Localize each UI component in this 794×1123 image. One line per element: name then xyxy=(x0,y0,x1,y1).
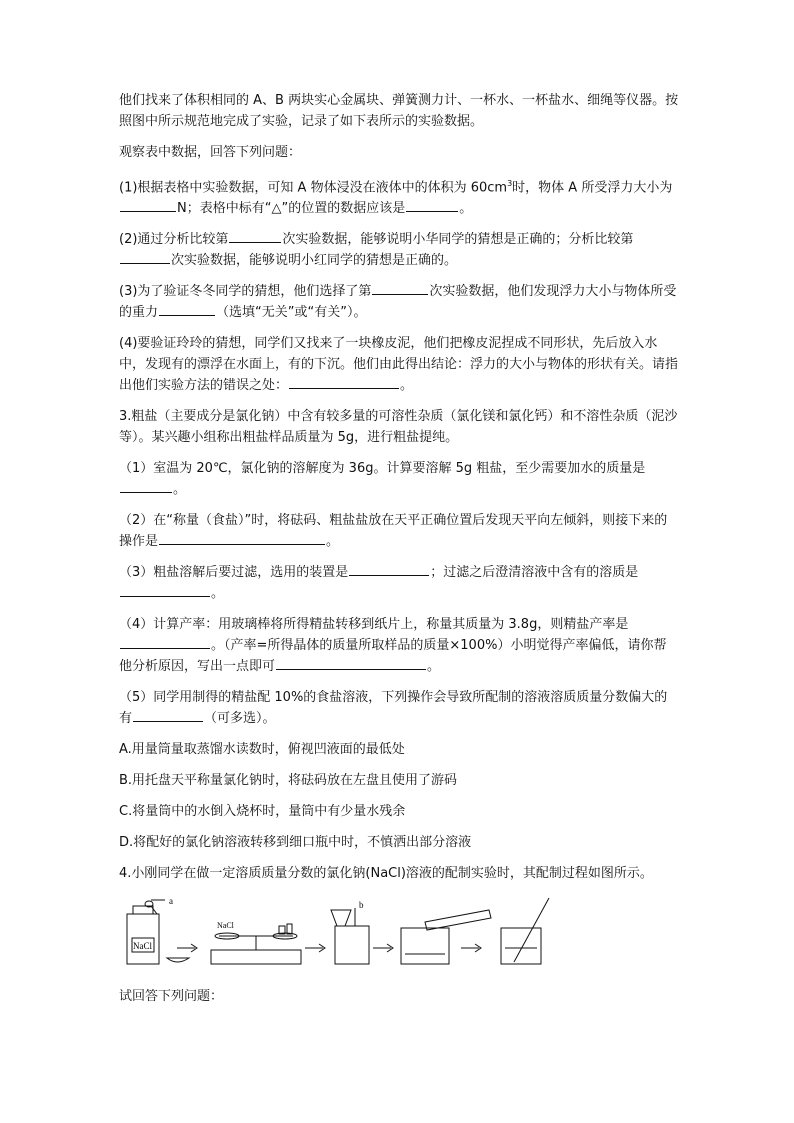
answer-blank[interactable] xyxy=(289,376,399,389)
document-page xyxy=(119,90,679,1007)
stirring-rod xyxy=(514,898,549,962)
answer-blank[interactable] xyxy=(120,251,170,264)
option-c: C.将量筒中的水倒入烧杯时，量筒中有少量水残余 xyxy=(119,804,406,820)
answer-blank[interactable] xyxy=(229,230,281,243)
option-d: D.将配好的氯化钠溶液转移到细口瓶中时，不慎洒出部分溶液 xyxy=(119,835,472,851)
question-3-part-1: （1）室温为 20℃，氯化钠的溶解度为 36g。计算要溶解 5g 粗盐，至少需要加水的质量是。 xyxy=(119,461,646,498)
answer-blank[interactable] xyxy=(120,636,210,649)
answer-blank[interactable] xyxy=(133,709,203,722)
answer-blank[interactable] xyxy=(159,303,215,316)
answer-blank[interactable] xyxy=(120,199,176,212)
question-3-part-5: （5）同学用制得的精盐配 10%的食盐溶液，下列操作会导致所配制的溶液溶质质量分数偏大的有 （可多选）。 xyxy=(119,690,668,727)
question-2-part-2: (2)通过分析比较第 次实验数据，能够说明小华同学的猜想是正确的；分析比较第次实验数据，能够说明小红同学的猜想是正确的。 xyxy=(119,232,634,269)
question-3-part-3: （3）粗盐溶解后要过滤，选用的装置是 ；过滤之后澄清溶液中含有的溶质是。 xyxy=(119,565,639,602)
observe-prompt: 观察表中数据，回答下列问题： xyxy=(119,145,302,160)
question-4-stem: 4.小刚同学在做一定溶质质量分数的氯化钠(NaCl)溶液的配制实验时，其配制过程如图所示。 xyxy=(119,866,653,882)
answer-blank[interactable] xyxy=(159,532,325,545)
figure-label-nacl-balance: NaCl xyxy=(217,921,234,931)
answer-blank[interactable] xyxy=(120,584,210,597)
answer-blank[interactable] xyxy=(372,282,428,295)
beaker-2 xyxy=(401,928,449,964)
weighing-dish xyxy=(167,958,189,962)
question-3-part-2: （2）在“称量（食盐）”时，将砝码、粗盐盐放在天平正确位置后发现天平向左倾斜，则接下来的操作是 。 xyxy=(119,513,668,550)
figure-label-nacl-bottle: NaCl xyxy=(133,941,152,952)
answer-blank[interactable] xyxy=(276,657,426,670)
answer-blank[interactable] xyxy=(349,563,429,576)
option-a: A.用量筒量取蒸馏水读数时，俯视凹液面的最低处 xyxy=(119,742,405,758)
question-3-part-4: （4）计算产率：用玻璃棒将所得精盐转移到纸片上，称量其质量为 3.8g，则精盐产率是。（产率=所得晶体的质量所取样品的质量×100%）小明觉得产率偏低，请你帮他分析原因，写出一点即可 。 xyxy=(119,617,667,675)
beaker-3 xyxy=(501,928,541,964)
intro-paragraph: 他们找来了体积相同的 A、B 两块实心金属块、弹簧测力计、一杯水、一杯盐水、细绳等仪器。按照图中所示规范地完成了实验，记录了如下表所示的实验数据。 xyxy=(119,93,679,129)
balance-base xyxy=(211,950,301,964)
beaker-1 xyxy=(335,926,369,964)
question-2-part-4: (4)要验证玲玲的猜想，同学们又找来了一块橡皮泥，他们把橡皮泥捏成不同形状，先后放入水中，发现有的漂浮在水面上，有的下沉。他们由此得出结论：浮力的大小与物体的形状有关。请指出他们实验方法的错误之处： 。 xyxy=(119,336,679,394)
figure-label-a: a xyxy=(169,896,173,907)
answer-blank[interactable] xyxy=(406,199,458,212)
option-b: B.用托盘天平称量氯化钠时，将砝码放在左盘且使用了游码 xyxy=(119,773,458,789)
figure-label-b: b xyxy=(359,900,364,911)
question-2-part-1: (1)根据表格中实验数据，可知 A 物体浸没在液体中的体积为 $60cm^3$时，物体 A 所受浮力大小为N；表格中标有“△”的位置的数据应该是 。 xyxy=(119,179,673,217)
question-2-part-3: (3)为了验证冬冬同学的猜想，他们选择了第 次实验数据，他们发现浮力大小与物体所受的重力 （选填“无关”或“有关”）。 xyxy=(119,284,677,321)
funnel xyxy=(331,910,351,926)
solution-preparation-figure xyxy=(119,896,679,968)
question-4-followup: 试回答下列问题： xyxy=(119,989,224,1005)
answer-blank[interactable] xyxy=(120,480,172,493)
question-3-stem: 3.粗盐（主要成分是氯化钠）中含有较多量的可溶性杂质（氯化镁和氯化钙）和不溶性杂质（泥沙等）。某兴趣小组称出粗盐样品质量为 5g，进行粗盐提纯。 xyxy=(119,409,678,446)
measuring-cylinder xyxy=(425,910,491,930)
